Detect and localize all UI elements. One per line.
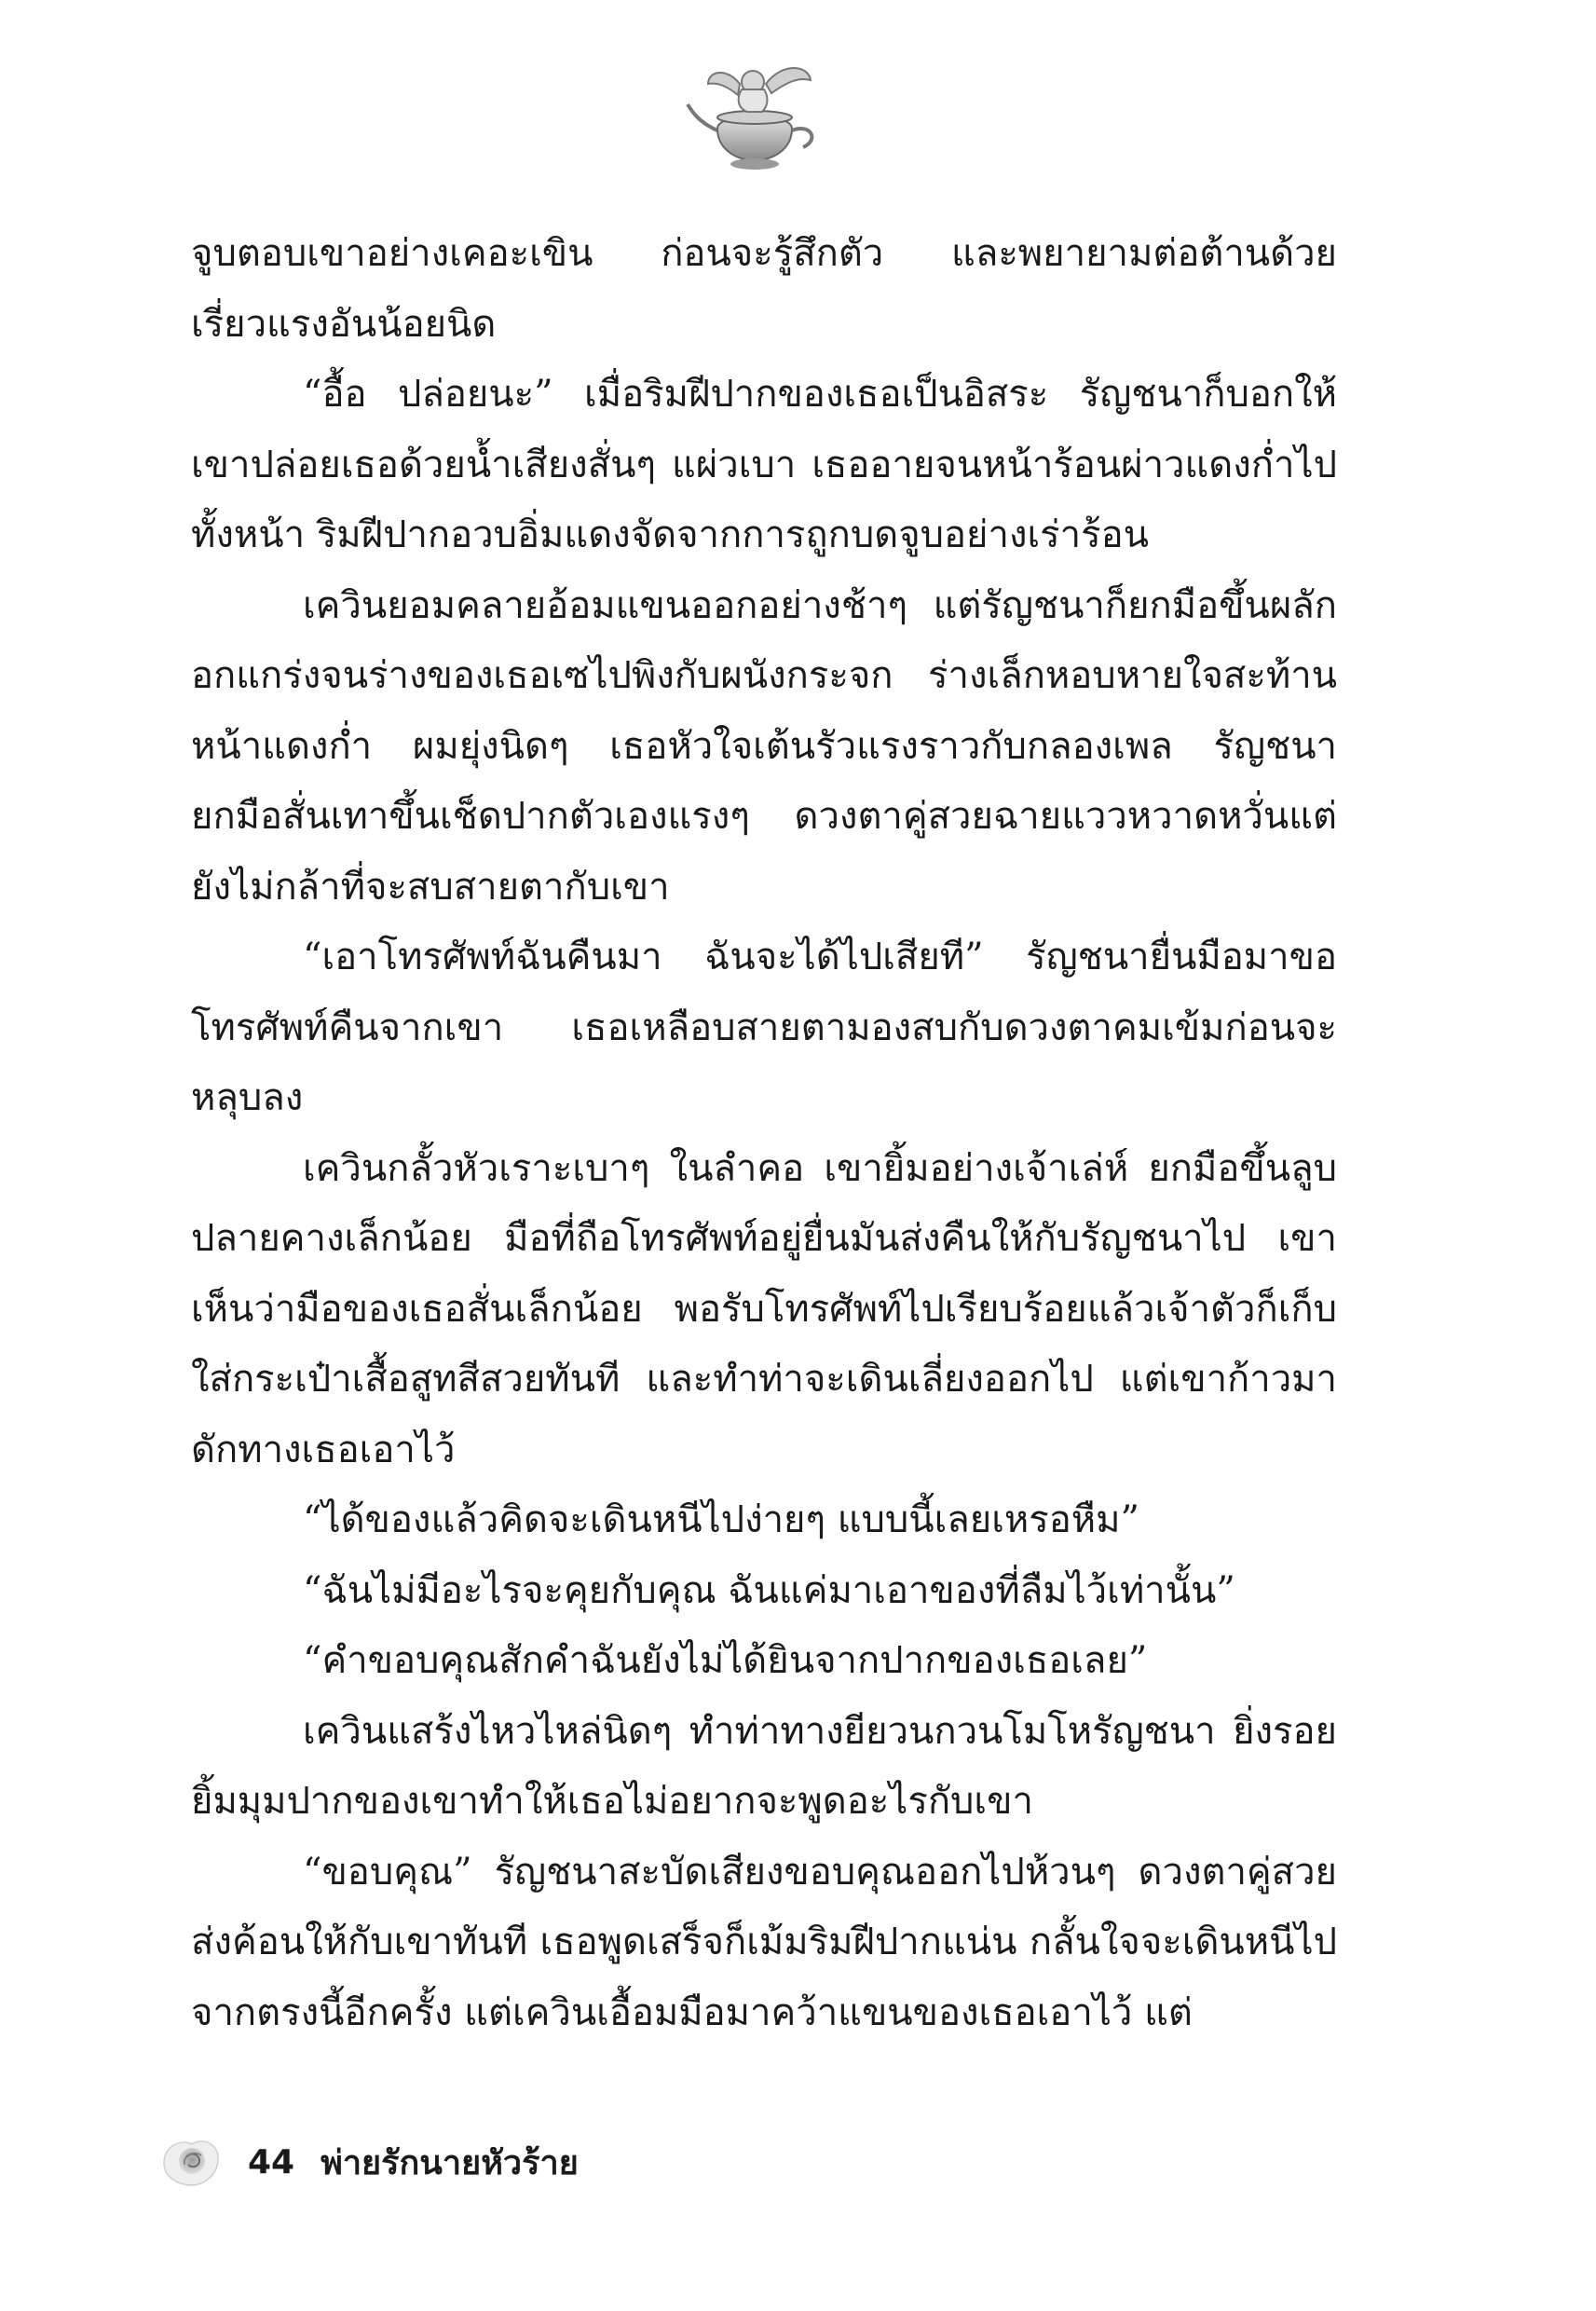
paragraph: จูบตอบเขาอย่างเคอะเขิน ก่อนจะรู้สึกตัว และพยายามต่อต้านด้วยเรี่ยวแรงอันน้อยนิด [191, 232, 1337, 346]
paragraph: “ขอบคุณ” รัญชนาสะบัดเสียงขอบคุณออกไปห้วนๆ ดวงตาคู่สวยส่งค้อนให้กับเขาทันที เธอพูดเสร็จก็เม้มริมฝีปากแน่น กลั้นใจจะเดินหนีไปจากตรงนี้อีกครั้ง แต่เควินเอื้อมมือมาคว้าแขนของเธอเอาไว้ แต่ [191, 1850, 1337, 2034]
paragraph: “อื้อ ปล่อยนะ” เมื่อริมฝีปากของเธอเป็นอิสระ รัญชนาก็บอกให้เขาปล่อยเธอด้วยน้ำเสียงสั่นๆ แผ่วเบา เธออายจนหน้าร้อนผ่าวแดงก่ำไปทั้งหน้า ริมฝีปากอวบอิ่มแดงจัดจากการถูกบดจูบอย่างเร่าร้อน [191, 373, 1337, 556]
body-text [191, 219, 1337, 2048]
running-title: พ่ายรักนายหัวร้าย [321, 2143, 579, 2182]
rose-icon [158, 2135, 224, 2189]
dialogue-line: “คำขอบคุณสักคำฉันยังไม่ได้ยินจากปากของเธอเลย” [303, 1639, 1148, 1682]
paragraph: เควินแสร้งไหวไหล่นิดๆ ทำท่าทางยียวนกวนโมโหรัญชนา ยิ่งรอยยิ้มมุมปากของเขาทำให้เธอไม่อยากจะพูดอะไรกับเขา [191, 1709, 1337, 1823]
page-number: 44 [248, 2142, 295, 2181]
paragraph: “เอาโทรศัพท์ฉันคืนมา ฉันจะได้ไปเสียที” รัญชนายื่นมือมาขอโทรศัพท์คืนจากเขา เธอเหลือบสายตามองสบกับดวงตาคมเข้มก่อนจะหลุบลง [191, 936, 1337, 1119]
dialogue-line: “ได้ของแล้วคิดจะเดินหนีไปง่ายๆ แบบนี้เลยเหรอหืม” [303, 1498, 1139, 1541]
cupid-teapot-icon [680, 56, 829, 177]
page-footer [158, 2129, 579, 2195]
paragraph: เควินกลั้วหัวเราะเบาๆ ในลำคอ เขายิ้มอย่างเจ้าเล่ห์ ยกมือขึ้นลูบปลายคางเล็กน้อย มือที่ถือโทรศัพท์อยู่ยื่นมันส่งคืนให้กับรัญชนาไป เขาเห็นว่ามือของเธอสั่นเล็กน้อย พอรับโทรศัพท์ไปเรียบร้อยแล้วเจ้าตัวก็เก็บใส่กระเป๋าเสื้อสูทสีสวยทันที และทำท่าจะเดินเลี่ยงออกไป แต่เขาก้าวมาดักทางเธอเอาไว้ [191, 1146, 1337, 1471]
dialogue-line: “ฉันไม่มีอะไรจะคุยกับคุณ ฉันแค่มาเอาของที่ลืมไว้เท่านั้น” [303, 1568, 1235, 1612]
paragraph: เควินยอมคลายอ้อมแขนออกอย่างช้าๆ แต่รัญชนาก็ยกมือขึ้นผลักอกแกร่งจนร่างของเธอเซไปพิงกับผนังกระจก ร่างเล็กหอบหายใจสะท้าน หน้าแดงก่ำ ผมยุ่งนิดๆ เธอหัวใจเต้นรัวแรงราวกับกลองเพล รัญชนายกมือสั่นเทาขึ้นเช็ดปากตัวเองแรงๆ ดวงตาคู่สวยฉายแววหวาดหวั่นแต่ยังไม่กล้าที่จะสบสายตากับเขา [191, 583, 1337, 909]
